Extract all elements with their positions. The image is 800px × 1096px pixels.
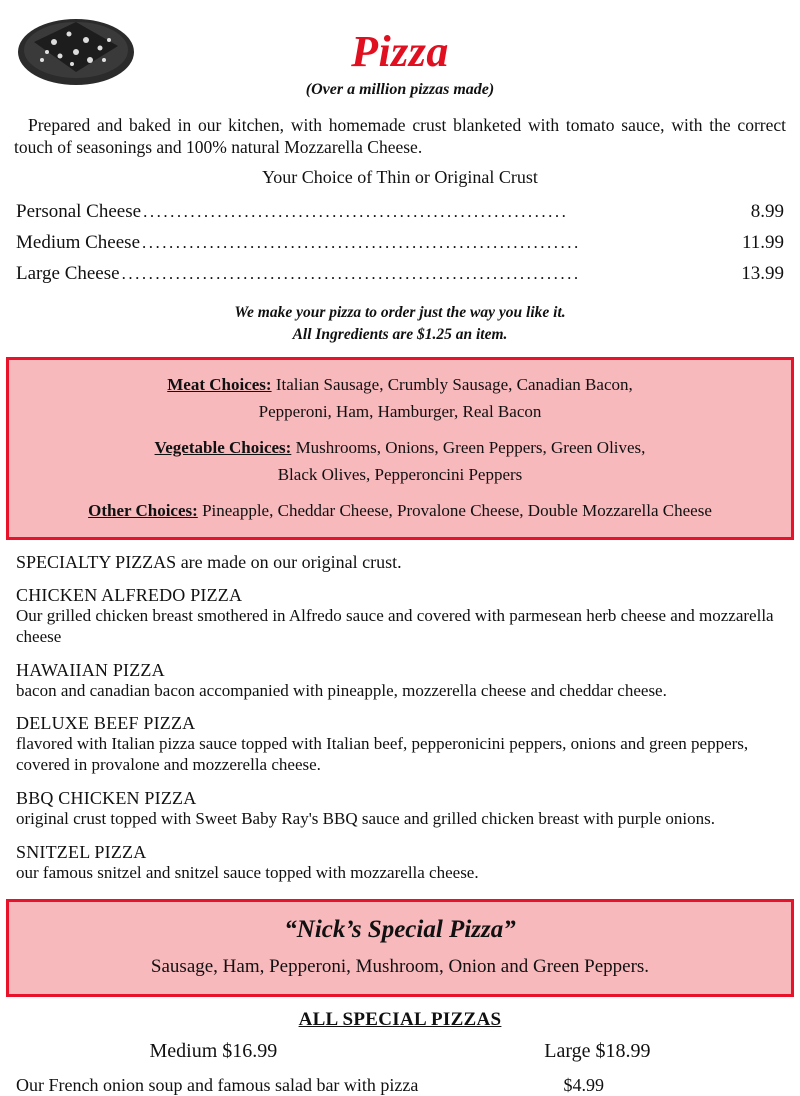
nicks-special-title: “Nick’s Special Pizza” bbox=[284, 916, 516, 944]
list-item bbox=[16, 788, 784, 830]
list-item bbox=[16, 713, 784, 775]
price-item-name: Large Cheese bbox=[16, 263, 120, 285]
specialty-pizza-desc: our famous snitzel and snitzel sauce topped with mozzarella cheese. bbox=[16, 862, 479, 882]
choice-items-vegetable-2: Black Olives, Pepperoncini Peppers bbox=[277, 465, 523, 485]
page-title: Pizza bbox=[351, 27, 449, 76]
price-list bbox=[0, 196, 800, 290]
price-leader-dots: ............................................................... bbox=[143, 201, 569, 221]
price-item-name: Personal Cheese bbox=[16, 200, 142, 222]
pizza-slice-icon bbox=[14, 12, 144, 90]
price-item-name: Medium Cheese bbox=[16, 232, 141, 254]
price-item-value: 11.99 bbox=[741, 232, 784, 254]
soup-salad-row bbox=[16, 1075, 784, 1096]
choice-items-other-1: Pineapple, Cheddar Cheese, Provalone Cheese, Double Mozzarella Cheese bbox=[197, 500, 712, 520]
nicks-special-ingredients: Sausage, Ham, Pepperoni, Mushroom, Onion and Green Peppers. bbox=[150, 956, 650, 978]
tagline-line-1: We make your pizza to order just the way you like it. bbox=[234, 303, 566, 321]
choice-items-meat-1: Italian Sausage, Crumbly Sausage, Canadian Bacon, bbox=[271, 374, 633, 394]
choice-group-vegetable bbox=[19, 435, 781, 488]
price-leader-dots: ................................................................. bbox=[142, 233, 581, 253]
large-price: Large $18.99 bbox=[544, 1040, 651, 1063]
list-item bbox=[16, 660, 784, 702]
nicks-special-box bbox=[6, 899, 794, 997]
soup-salad-price: $4.99 bbox=[563, 1075, 604, 1096]
intro-paragraph: Prepared and baked in our kitchen, with homemade crust blanketed with tomato sauce, with the correct touch of seasonings and 100% natural Mozzarella Cheese. bbox=[14, 115, 786, 158]
menu-header bbox=[0, 0, 800, 108]
specialty-pizza-desc: bacon and canadian bacon accompanied with pineapple, mozzerella cheese and cheddar cheese. bbox=[16, 680, 667, 700]
price-item-value: 8.99 bbox=[750, 200, 784, 222]
choice-line bbox=[19, 372, 781, 398]
page-subtitle: (Over a million pizzas made) bbox=[305, 81, 495, 98]
specialty-pizza-desc: flavored with Italian pizza sauce topped with Italian beef, pepperonicini peppers, onions and green peppers, covered in provalone and mozzerella cheese. bbox=[16, 734, 749, 775]
specialty-pizza-name: BBQ CHICKEN PIZZA bbox=[16, 787, 197, 808]
medium-price: Medium $16.99 bbox=[149, 1040, 278, 1063]
order-tagline bbox=[0, 302, 800, 347]
price-row bbox=[16, 196, 784, 227]
choice-label-other: Other Choices: bbox=[88, 500, 198, 520]
price-row bbox=[16, 227, 784, 258]
crust-choice-text: Your Choice of Thin or Original Crust bbox=[262, 166, 538, 187]
specialty-pizza-list bbox=[0, 585, 800, 883]
specialty-pizza-name: DELUXE BEEF PIZZA bbox=[16, 713, 196, 734]
special-size-prices bbox=[16, 1040, 784, 1063]
specialty-pizza-desc: Our grilled chicken breast smothered in Alfredo sauce and covered with parmesean herb cheese and mozzarella cheese bbox=[16, 606, 774, 646]
choice-group-other bbox=[19, 498, 781, 524]
list-item bbox=[16, 842, 784, 884]
price-leader-dots: .................................................................... bbox=[121, 264, 581, 284]
choice-items-vegetable-1: Mushrooms, Onions, Green Peppers, Green Olives, bbox=[291, 437, 646, 457]
price-item-value: 13.99 bbox=[741, 263, 784, 285]
list-item bbox=[16, 585, 784, 647]
soup-salad-text: Our French onion soup and famous salad bar with pizza bbox=[16, 1075, 419, 1096]
all-special-heading: ALL SPECIAL PIZZAS bbox=[298, 1009, 502, 1031]
price-row bbox=[16, 258, 784, 289]
choice-line bbox=[19, 435, 781, 461]
choice-items-meat-2: Pepperoni, Ham, Hamburger, Real Bacon bbox=[258, 402, 542, 422]
choice-label-vegetable: Vegetable Choices: bbox=[154, 437, 292, 457]
specialty-pizza-desc: original crust topped with Sweet Baby Ray's BBQ sauce and grilled chicken breast with purple onions. bbox=[16, 808, 715, 828]
choice-group-meat bbox=[19, 372, 781, 425]
specialty-pizza-name: CHICKEN ALFREDO PIZZA bbox=[16, 585, 243, 606]
tagline-line-2: All Ingredients are $1.25 an item. bbox=[292, 326, 508, 344]
footer-pricing bbox=[0, 997, 800, 1096]
choice-label-meat: Meat Choices: bbox=[167, 374, 272, 394]
ingredient-choices-box bbox=[6, 357, 794, 541]
choice-line bbox=[19, 498, 781, 524]
specialty-pizza-name: HAWAIIAN PIZZA bbox=[16, 659, 165, 680]
specialty-pizza-name: SNITZEL PIZZA bbox=[16, 841, 147, 862]
specialty-intro-text: SPECIALTY PIZZAS are made on our original crust. bbox=[16, 552, 402, 573]
